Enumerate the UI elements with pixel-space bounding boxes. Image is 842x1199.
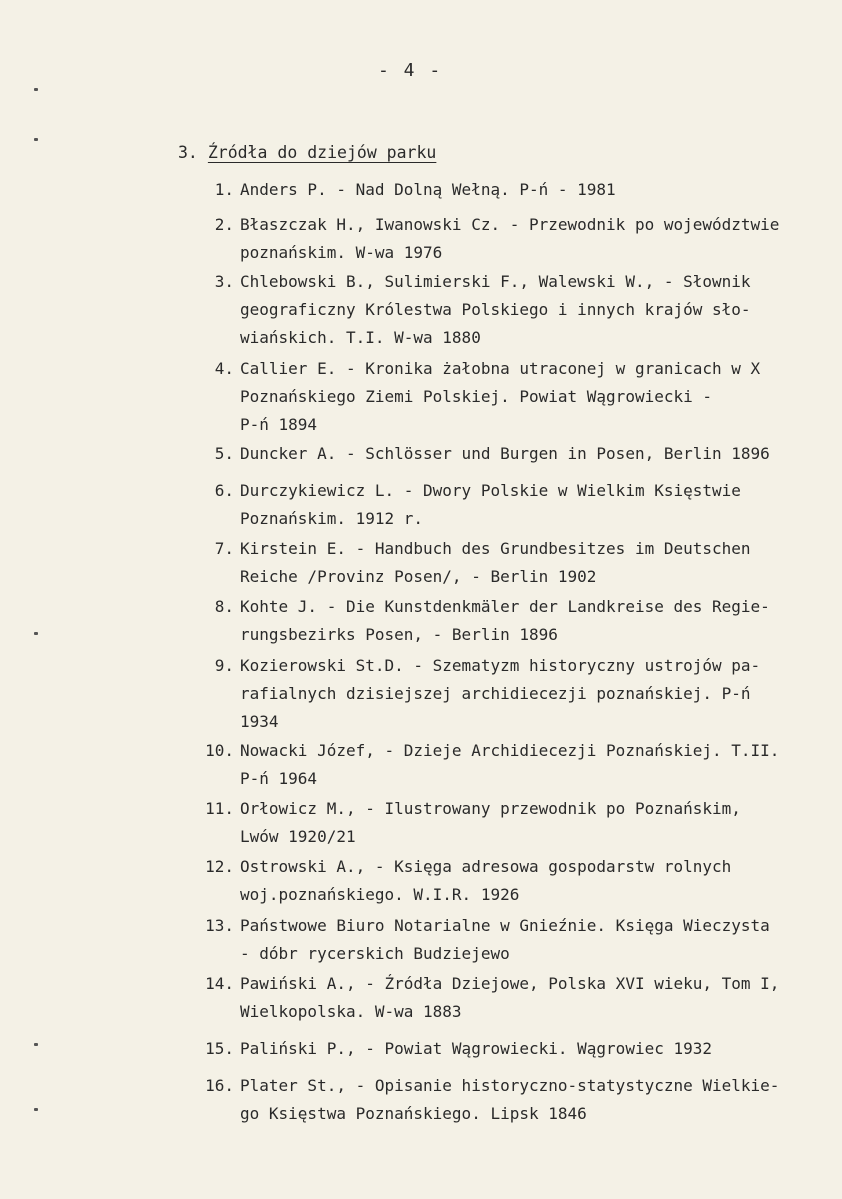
entry-line: Anders P. - Nad Dolną Wełną. P-ń - 1981 xyxy=(240,180,616,199)
entry-line: woj.poznańskiego. W.I.R. 1926 xyxy=(240,885,520,904)
entry-number: 15. xyxy=(205,1039,234,1058)
entry-line: Chlebowski B., Sulimierski F., Walewski W., - Słownik xyxy=(240,272,751,291)
entry-line: Kozierowski St.D. - Szematyzm historyczny ustrojów pa- xyxy=(240,656,761,675)
entry-number: 2. xyxy=(214,215,234,234)
entry-line: Państwowe Biuro Notarialne w Gnieźnie. Księga Wieczysta xyxy=(240,916,770,935)
entry-number: 11. xyxy=(205,799,234,818)
section-heading xyxy=(178,143,436,162)
entry-number: 1. xyxy=(214,180,234,199)
entry-line: poznańskim. W-wa 1976 xyxy=(240,243,443,262)
entry-line: Paliński P., - Powiat Wągrowiecki. Wągrowiec 1932 xyxy=(240,1039,713,1058)
entry-number: 5. xyxy=(214,444,234,463)
entry-line: Ostrowski A., - Księga adresowa gospodarstw rolnych xyxy=(240,857,732,876)
entry-line: Lwów 1920/21 xyxy=(240,827,356,846)
margin-mark xyxy=(34,1043,38,1046)
entry-line: rafialnych dzisiejszej archidiecezji poznańskiej. P-ń xyxy=(240,684,751,703)
margin-mark xyxy=(34,632,38,635)
entry-line: Kohte J. - Die Kunstdenkmäler der Landkreise des Regie- xyxy=(240,597,770,616)
entry-number: 9. xyxy=(214,656,234,675)
section-title: Źródła do dziejów parku xyxy=(207,143,437,162)
entry-number: 8. xyxy=(214,597,234,616)
entry-line: Wielkopolska. W-wa 1883 xyxy=(240,1002,462,1021)
entry-line: Poznańskim. 1912 r. xyxy=(240,509,424,528)
entry-line: Błaszczak H., Iwanowski Cz. - Przewodnik po województwie xyxy=(240,215,780,234)
margin-mark xyxy=(34,138,38,141)
entry-line: rungsbezirks Posen, - Berlin 1896 xyxy=(240,625,558,644)
entry-number: 4. xyxy=(214,359,234,378)
entry-line: Kirstein E. - Handbuch des Grundbesitzes im Deutschen xyxy=(240,539,751,558)
margin-mark xyxy=(34,1108,38,1111)
entry-number: 16. xyxy=(205,1076,234,1095)
entry-line: Pawiński A., - Źródła Dziejowe, Polska XVI wieku, Tom I, xyxy=(240,974,780,993)
entry-line: geograficzny Królestwa Polskiego i innych krajów sło- xyxy=(240,300,751,319)
entry-number: 3. xyxy=(214,272,234,291)
entry-line: Nowacki Józef, - Dzieje Archidiecezji Poznańskiej. T.II. xyxy=(240,741,780,760)
entry-number: 10. xyxy=(205,741,234,760)
entry-number: 6. xyxy=(214,481,234,500)
page-number: - 4 - xyxy=(378,60,443,81)
entry-line: P-ń 1964 xyxy=(240,769,318,788)
entry-line: - dóbr rycerskich Budziejewo xyxy=(240,944,510,963)
entry-line: Duncker A. - Schlösser und Burgen in Posen, Berlin 1896 xyxy=(240,444,770,463)
entry-line: Poznańskiego Ziemi Polskiej. Powiat Wągrowiecki - xyxy=(240,387,713,406)
entry-line: Orłowicz M., - Ilustrowany przewodnik po Poznańskim, xyxy=(240,799,741,818)
entry-line: Durczykiewicz L. - Dwory Polskie w Wielkim Księstwie xyxy=(240,481,741,500)
entry-line: P-ń 1894 xyxy=(240,415,318,434)
entry-number: 13. xyxy=(205,916,234,935)
entry-line: wiańskich. T.I. W-wa 1880 xyxy=(240,328,481,347)
entry-line: go Księstwa Poznańskiego. Lipsk 1846 xyxy=(240,1104,587,1123)
entry-line: Callier E. - Kronika żałobna utraconej w granicach w X xyxy=(240,359,761,378)
margin-mark xyxy=(34,88,38,91)
entry-number: 12. xyxy=(205,857,234,876)
section-number: 3. xyxy=(178,143,198,162)
entry-line: Reiche /Provinz Posen/, - Berlin 1902 xyxy=(240,567,597,586)
entry-number: 14. xyxy=(205,974,234,993)
entry-line: Plater St., - Opisanie historyczno-statystyczne Wielkie- xyxy=(240,1076,780,1095)
entry-number: 7. xyxy=(214,539,234,558)
entry-line: 1934 xyxy=(240,712,279,731)
